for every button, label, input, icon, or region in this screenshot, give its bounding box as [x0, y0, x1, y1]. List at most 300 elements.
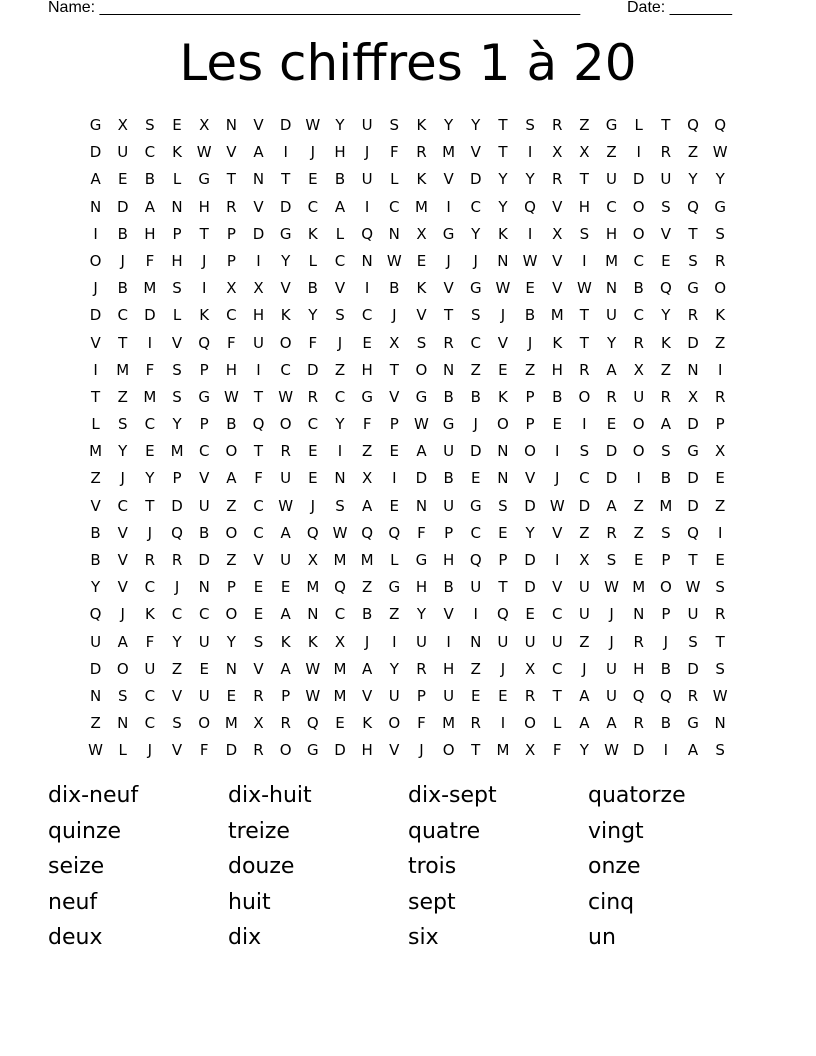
grid-letter: O	[442, 741, 455, 760]
grid-letter: B	[470, 387, 481, 406]
grid-letter: I	[717, 523, 723, 542]
grid-letter: K	[552, 333, 563, 352]
grid-letter: D	[687, 333, 699, 352]
grid-letter: U	[388, 686, 400, 705]
grid-letter: P	[661, 551, 671, 569]
grid-letter: T	[118, 333, 128, 352]
word-bank-item: deux	[48, 925, 103, 950]
grid-letter: Y	[389, 659, 399, 678]
grid-letter: O	[388, 714, 401, 733]
grid-letter: C	[470, 197, 481, 216]
grid-row	[82, 275, 734, 302]
grid-letter: S	[579, 224, 590, 243]
grid-letter: J	[147, 741, 153, 760]
grid-letter: S	[253, 632, 264, 651]
grid-letter: N	[497, 469, 509, 488]
grid-letter: S	[498, 496, 508, 515]
grid-letter: Z	[226, 551, 237, 569]
grid-letter: X	[307, 551, 318, 569]
grid-letter: G	[89, 116, 102, 134]
grid-letter: B	[199, 523, 210, 542]
grid-letter: C	[117, 496, 128, 515]
grid-letter: K	[416, 279, 427, 298]
grid-letter: C	[117, 306, 128, 325]
grid-letter: U	[687, 605, 699, 624]
grid-letter: X	[552, 224, 563, 243]
grid-letter: B	[90, 551, 101, 569]
grid-letter: K	[715, 306, 726, 325]
grid-letter: C	[280, 360, 291, 379]
grid-letter: G	[687, 442, 699, 461]
grid-letter: B	[552, 387, 563, 406]
word-bank-row	[48, 887, 768, 923]
grid-letter: Q	[388, 523, 401, 542]
grid-row	[82, 737, 734, 764]
grid-letter: G	[307, 741, 319, 760]
word-bank-item: vingt	[588, 818, 644, 844]
grid-letter: C	[144, 714, 156, 733]
grid-letter: V	[199, 469, 210, 488]
grid-letter: G	[687, 279, 699, 298]
grid-letter: G	[605, 116, 618, 134]
grid-letter: R	[226, 197, 237, 216]
grid-letter: M	[116, 360, 130, 379]
grid-letter: B	[307, 279, 318, 298]
grid-letter: B	[660, 714, 671, 733]
grid-row	[82, 710, 734, 737]
word-bank-row	[48, 851, 768, 887]
grid-letter: K	[144, 605, 155, 624]
grid-letter: I	[201, 279, 207, 298]
grid-letter: A	[606, 714, 617, 733]
grid-letter: U	[198, 686, 210, 705]
grid-letter: D	[469, 170, 482, 189]
grid-letter: S	[416, 333, 427, 352]
grid-letter: S	[117, 415, 128, 434]
grid-letter: T	[253, 442, 264, 461]
grid-letter: D	[198, 551, 210, 569]
grid-letter: S	[715, 224, 725, 243]
grid-letter: K	[416, 170, 427, 189]
grid-letter: Q	[659, 686, 672, 705]
grid-letter: Q	[361, 523, 374, 542]
grid-letter: J	[93, 279, 98, 298]
grid-letter: R	[144, 551, 156, 569]
grid-letter: A	[90, 170, 101, 189]
grid-letter: Q	[252, 415, 265, 434]
grid-letter: E	[308, 442, 318, 461]
grid-letter: I	[364, 279, 370, 298]
grid-letter: M	[659, 496, 673, 515]
grid-letter: C	[253, 523, 264, 542]
grid-letter: Z	[389, 605, 400, 624]
grid-letter: I	[392, 632, 397, 651]
grid-letter: H	[252, 306, 265, 325]
grid-letter: G	[469, 279, 482, 298]
grid-letter: G	[388, 578, 401, 597]
word-bank-item: un	[588, 925, 616, 950]
grid-letter: R	[687, 686, 699, 705]
grid-letter: S	[688, 251, 698, 270]
grid-letter: I	[555, 551, 560, 569]
word-bank-item: dix-sept	[408, 783, 497, 808]
grid-letter: D	[252, 224, 265, 243]
grid-letter: Q	[361, 224, 374, 243]
grid-letter: X	[253, 714, 264, 733]
grid-letter: J	[364, 143, 370, 162]
word-search-grid	[82, 112, 734, 765]
grid-letter: P	[226, 224, 236, 243]
grid-letter: R	[660, 143, 672, 162]
word-bank-item: dix-neuf	[48, 783, 139, 808]
grid-letter: F	[145, 360, 155, 379]
grid-letter: A	[606, 360, 617, 379]
grid-letter: M	[170, 442, 184, 461]
grid-letter: X	[226, 279, 237, 298]
grid-letter: P	[525, 387, 535, 406]
grid-letter: R	[280, 442, 291, 461]
grid-letter: N	[470, 632, 482, 651]
grid-letter: V	[171, 741, 183, 760]
grid-letter: J	[419, 741, 424, 760]
grid-letter: G	[442, 415, 455, 434]
grid-letter: V	[253, 659, 264, 678]
grid-letter: S	[715, 741, 725, 760]
grid-row	[82, 330, 734, 357]
grid-letter: I	[93, 224, 98, 243]
grid-letter: L	[118, 741, 127, 760]
grid-letter: C	[633, 306, 644, 325]
grid-row	[82, 520, 734, 547]
grid-letter: Y	[416, 605, 427, 624]
grid-row	[82, 166, 734, 193]
grid-letter: K	[660, 333, 671, 352]
grid-letter: F	[417, 714, 426, 733]
word-bank-item: dix	[228, 925, 262, 950]
grid-letter: R	[253, 741, 264, 760]
grid-letter: E	[253, 605, 264, 624]
word-bank-item: seize	[48, 854, 105, 879]
grid-letter: U	[144, 659, 156, 678]
grid-letter: M	[442, 143, 456, 162]
grid-letter: W	[604, 741, 619, 760]
grid-letter: V	[171, 333, 183, 352]
grid-letter: P	[498, 551, 508, 569]
word-bank-item: treize	[228, 818, 290, 844]
grid-letter: R	[606, 523, 617, 542]
grid-letter: S	[715, 578, 725, 597]
grid-letter: P	[226, 578, 236, 597]
grid-letter: P	[525, 415, 535, 434]
grid-letter: D	[89, 659, 102, 678]
grid-letter: H	[415, 578, 428, 597]
grid-letter: E	[498, 523, 508, 542]
grid-letter: E	[471, 686, 481, 705]
grid-letter: N	[714, 714, 726, 733]
grid-letter: Y	[118, 442, 128, 461]
grid-letter: E	[498, 360, 508, 379]
word-bank-item: quinze	[48, 818, 122, 844]
grid-letter: P	[416, 686, 426, 705]
grid-letter: T	[281, 170, 291, 189]
grid-letter: V	[443, 605, 454, 624]
grid-letter: R	[470, 714, 481, 733]
grid-letter: S	[606, 551, 617, 569]
grid-letter: O	[524, 714, 536, 733]
grid-letter: R	[714, 605, 726, 624]
grid-letter: N	[307, 605, 319, 624]
grid-letter: U	[606, 659, 618, 678]
grid-letter: B	[660, 659, 671, 678]
grid-letter: E	[552, 415, 562, 434]
grid-letter: C	[551, 605, 563, 624]
grid-row	[82, 302, 734, 329]
page-title: Les chiffres 1 à 20	[179, 34, 637, 92]
grid-letter: D	[334, 741, 346, 760]
grid-letter: D	[524, 578, 536, 597]
grid-letter: F	[417, 523, 426, 542]
grid-letter: U	[280, 551, 292, 569]
grid-letter: T	[498, 143, 508, 162]
grid-letter: V	[253, 197, 264, 216]
grid-letter: O	[225, 523, 238, 542]
grid-letter: J	[310, 143, 316, 162]
grid-letter: G	[279, 224, 292, 243]
grid-letter: E	[226, 686, 237, 705]
grid-letter: J	[663, 632, 669, 651]
grid-letter: D	[687, 415, 699, 434]
grid-letter: Z	[524, 360, 536, 379]
grid-letter: U	[660, 170, 672, 189]
grid-letter: J	[120, 251, 125, 270]
grid-letter: J	[120, 605, 125, 624]
grid-letter: I	[283, 143, 288, 162]
grid-letter: D	[605, 469, 618, 488]
grid-letter: I	[392, 469, 397, 488]
grid-letter: N	[605, 279, 618, 298]
grid-letter: S	[579, 442, 590, 461]
grid-letter: O	[497, 415, 509, 434]
grid-letter: L	[172, 170, 182, 189]
grid-letter: Q	[198, 333, 211, 352]
grid-letter: C	[198, 442, 210, 461]
grid-letter: D	[116, 197, 129, 216]
grid-letter: U	[497, 632, 509, 651]
grid-letter: S	[172, 360, 182, 379]
grid-letter: W	[386, 251, 402, 270]
grid-letter: W	[414, 415, 429, 434]
grid-letter: R	[416, 659, 427, 678]
grid-letter: Z	[362, 578, 373, 597]
grid-letter: N	[497, 251, 509, 270]
grid-letter: S	[661, 197, 671, 216]
grid-letter: T	[688, 551, 698, 569]
grid-letter: A	[362, 496, 373, 515]
grid-row	[82, 601, 734, 628]
grid-letter: C	[470, 333, 481, 352]
grid-letter: R	[552, 116, 563, 134]
grid-letter: B	[144, 170, 156, 189]
word-bank-item: neuf	[48, 889, 98, 915]
grid-row	[82, 221, 734, 248]
word-bank-row	[48, 780, 768, 816]
grid-letter: Z	[660, 360, 671, 379]
name-field-label: Name: ______________________________________________________	[48, 0, 581, 16]
grid-letter: R	[714, 251, 726, 270]
grid-letter: G	[687, 714, 699, 733]
grid-letter: C	[144, 686, 156, 705]
grid-letter: O	[225, 605, 238, 624]
grid-letter: U	[443, 686, 455, 705]
grid-letter: F	[362, 415, 372, 434]
grid-letter: N	[171, 197, 183, 216]
grid-letter: J	[582, 659, 587, 678]
grid-letter: F	[199, 741, 209, 760]
grid-letter: J	[120, 469, 125, 488]
grid-letter: H	[633, 659, 645, 678]
grid-letter: V	[389, 741, 400, 760]
grid-letter: P	[661, 605, 671, 624]
grid-letter: C	[307, 197, 319, 216]
grid-letter: M	[496, 741, 510, 760]
grid-letter: Q	[469, 551, 482, 569]
grid-letter: E	[172, 116, 182, 134]
grid-letter: J	[147, 523, 153, 542]
grid-letter: N	[361, 251, 373, 270]
grid-letter: Q	[687, 197, 699, 216]
grid-letter: A	[117, 632, 128, 651]
word-bank-row	[48, 816, 768, 852]
grid-letter: S	[389, 116, 400, 134]
grid-letter: A	[660, 415, 671, 434]
grid-letter: Y	[444, 116, 454, 134]
grid-letter: R	[687, 306, 699, 325]
grid-letter: D	[687, 659, 699, 678]
grid-letter: P	[172, 224, 182, 243]
word-bank-row	[48, 922, 768, 958]
grid-letter: I	[147, 333, 153, 352]
grid-letter: B	[443, 469, 454, 488]
grid-letter: I	[527, 143, 533, 162]
grid-letter: H	[361, 360, 373, 379]
grid-letter: S	[172, 714, 182, 733]
grid-letter: V	[226, 143, 237, 162]
grid-letter: F	[308, 333, 318, 352]
grid-letter: A	[144, 197, 156, 216]
grid-letter: A	[334, 197, 346, 216]
grid-letter: M	[333, 686, 347, 705]
grid-letter: I	[717, 360, 723, 379]
grid-letter: Q	[306, 714, 319, 733]
grid-letter: B	[389, 279, 400, 298]
grid-letter: O	[632, 224, 645, 243]
grid-letter: W	[522, 251, 538, 270]
grid-letter: X	[579, 143, 590, 162]
grid-letter: I	[473, 605, 478, 624]
grid-letter: Q	[714, 116, 727, 134]
grid-letter: C	[470, 523, 481, 542]
grid-letter: T	[552, 686, 562, 705]
grid-letter: S	[471, 306, 481, 325]
grid-letter: O	[632, 442, 645, 461]
grid-letter: T	[389, 360, 399, 379]
grid-letter: X	[579, 551, 590, 569]
grid-letter: X	[552, 143, 563, 162]
grid-letter: W	[88, 741, 103, 760]
grid-letter: W	[549, 496, 565, 515]
grid-letter: S	[145, 116, 155, 134]
grid-letter: S	[335, 306, 345, 325]
grid-letter: J	[473, 415, 478, 434]
grid-letter: D	[632, 170, 645, 189]
grid-letter: T	[145, 496, 155, 515]
grid-letter: Z	[687, 143, 699, 162]
grid-letter: C	[171, 605, 183, 624]
grid-letter: U	[578, 605, 590, 624]
grid-letter: Z	[171, 659, 183, 678]
grid-letter: P	[199, 415, 209, 434]
grid-letter: R	[606, 387, 617, 406]
grid-letter: E	[606, 415, 617, 434]
grid-letter: X	[117, 116, 128, 134]
grid-letter: V	[171, 686, 183, 705]
grid-letter: Z	[579, 632, 590, 651]
grid-letter: B	[117, 279, 128, 298]
grid-letter: D	[89, 143, 102, 162]
grid-letter: R	[633, 632, 644, 651]
grid-letter: J	[500, 306, 506, 325]
grid-letter: C	[144, 578, 156, 597]
grid-letter: W	[332, 523, 348, 542]
grid-letter: I	[582, 415, 587, 434]
grid-letter: U	[578, 578, 590, 597]
grid-letter: Q	[687, 116, 699, 134]
grid-letter: I	[256, 360, 261, 379]
grid-letter: B	[226, 415, 237, 434]
grid-letter: R	[307, 387, 319, 406]
grid-letter: I	[636, 143, 641, 162]
grid-letter: E	[525, 279, 535, 298]
grid-letter: V	[443, 279, 454, 298]
grid-letter: F	[145, 251, 155, 270]
grid-letter: V	[280, 279, 291, 298]
grid-letter: W	[305, 659, 321, 678]
grid-letter: I	[256, 251, 261, 270]
grid-letter: T	[498, 116, 508, 134]
grid-letter: A	[606, 496, 617, 515]
grid-letter: E	[117, 170, 128, 189]
grid-letter: D	[279, 116, 292, 134]
grid-letter: B	[90, 523, 101, 542]
grid-letter: U	[415, 632, 427, 651]
grid-letter: K	[498, 224, 508, 243]
grid-letter: N	[117, 714, 129, 733]
grid-letter: R	[253, 686, 264, 705]
grid-letter: H	[198, 197, 210, 216]
grid-letter: N	[334, 469, 346, 488]
grid-letter: Y	[172, 415, 182, 434]
word-bank-item: onze	[588, 854, 641, 879]
grid-letter: Y	[335, 116, 345, 134]
grid-letter: N	[687, 360, 699, 379]
word-bank-item: quatre	[408, 818, 481, 844]
grid-letter: T	[226, 170, 236, 189]
grid-letter: T	[688, 224, 698, 243]
grid-letter: T	[471, 741, 481, 760]
grid-letter: W	[196, 143, 212, 162]
grid-letter: N	[252, 170, 265, 189]
grid-row	[82, 656, 734, 683]
